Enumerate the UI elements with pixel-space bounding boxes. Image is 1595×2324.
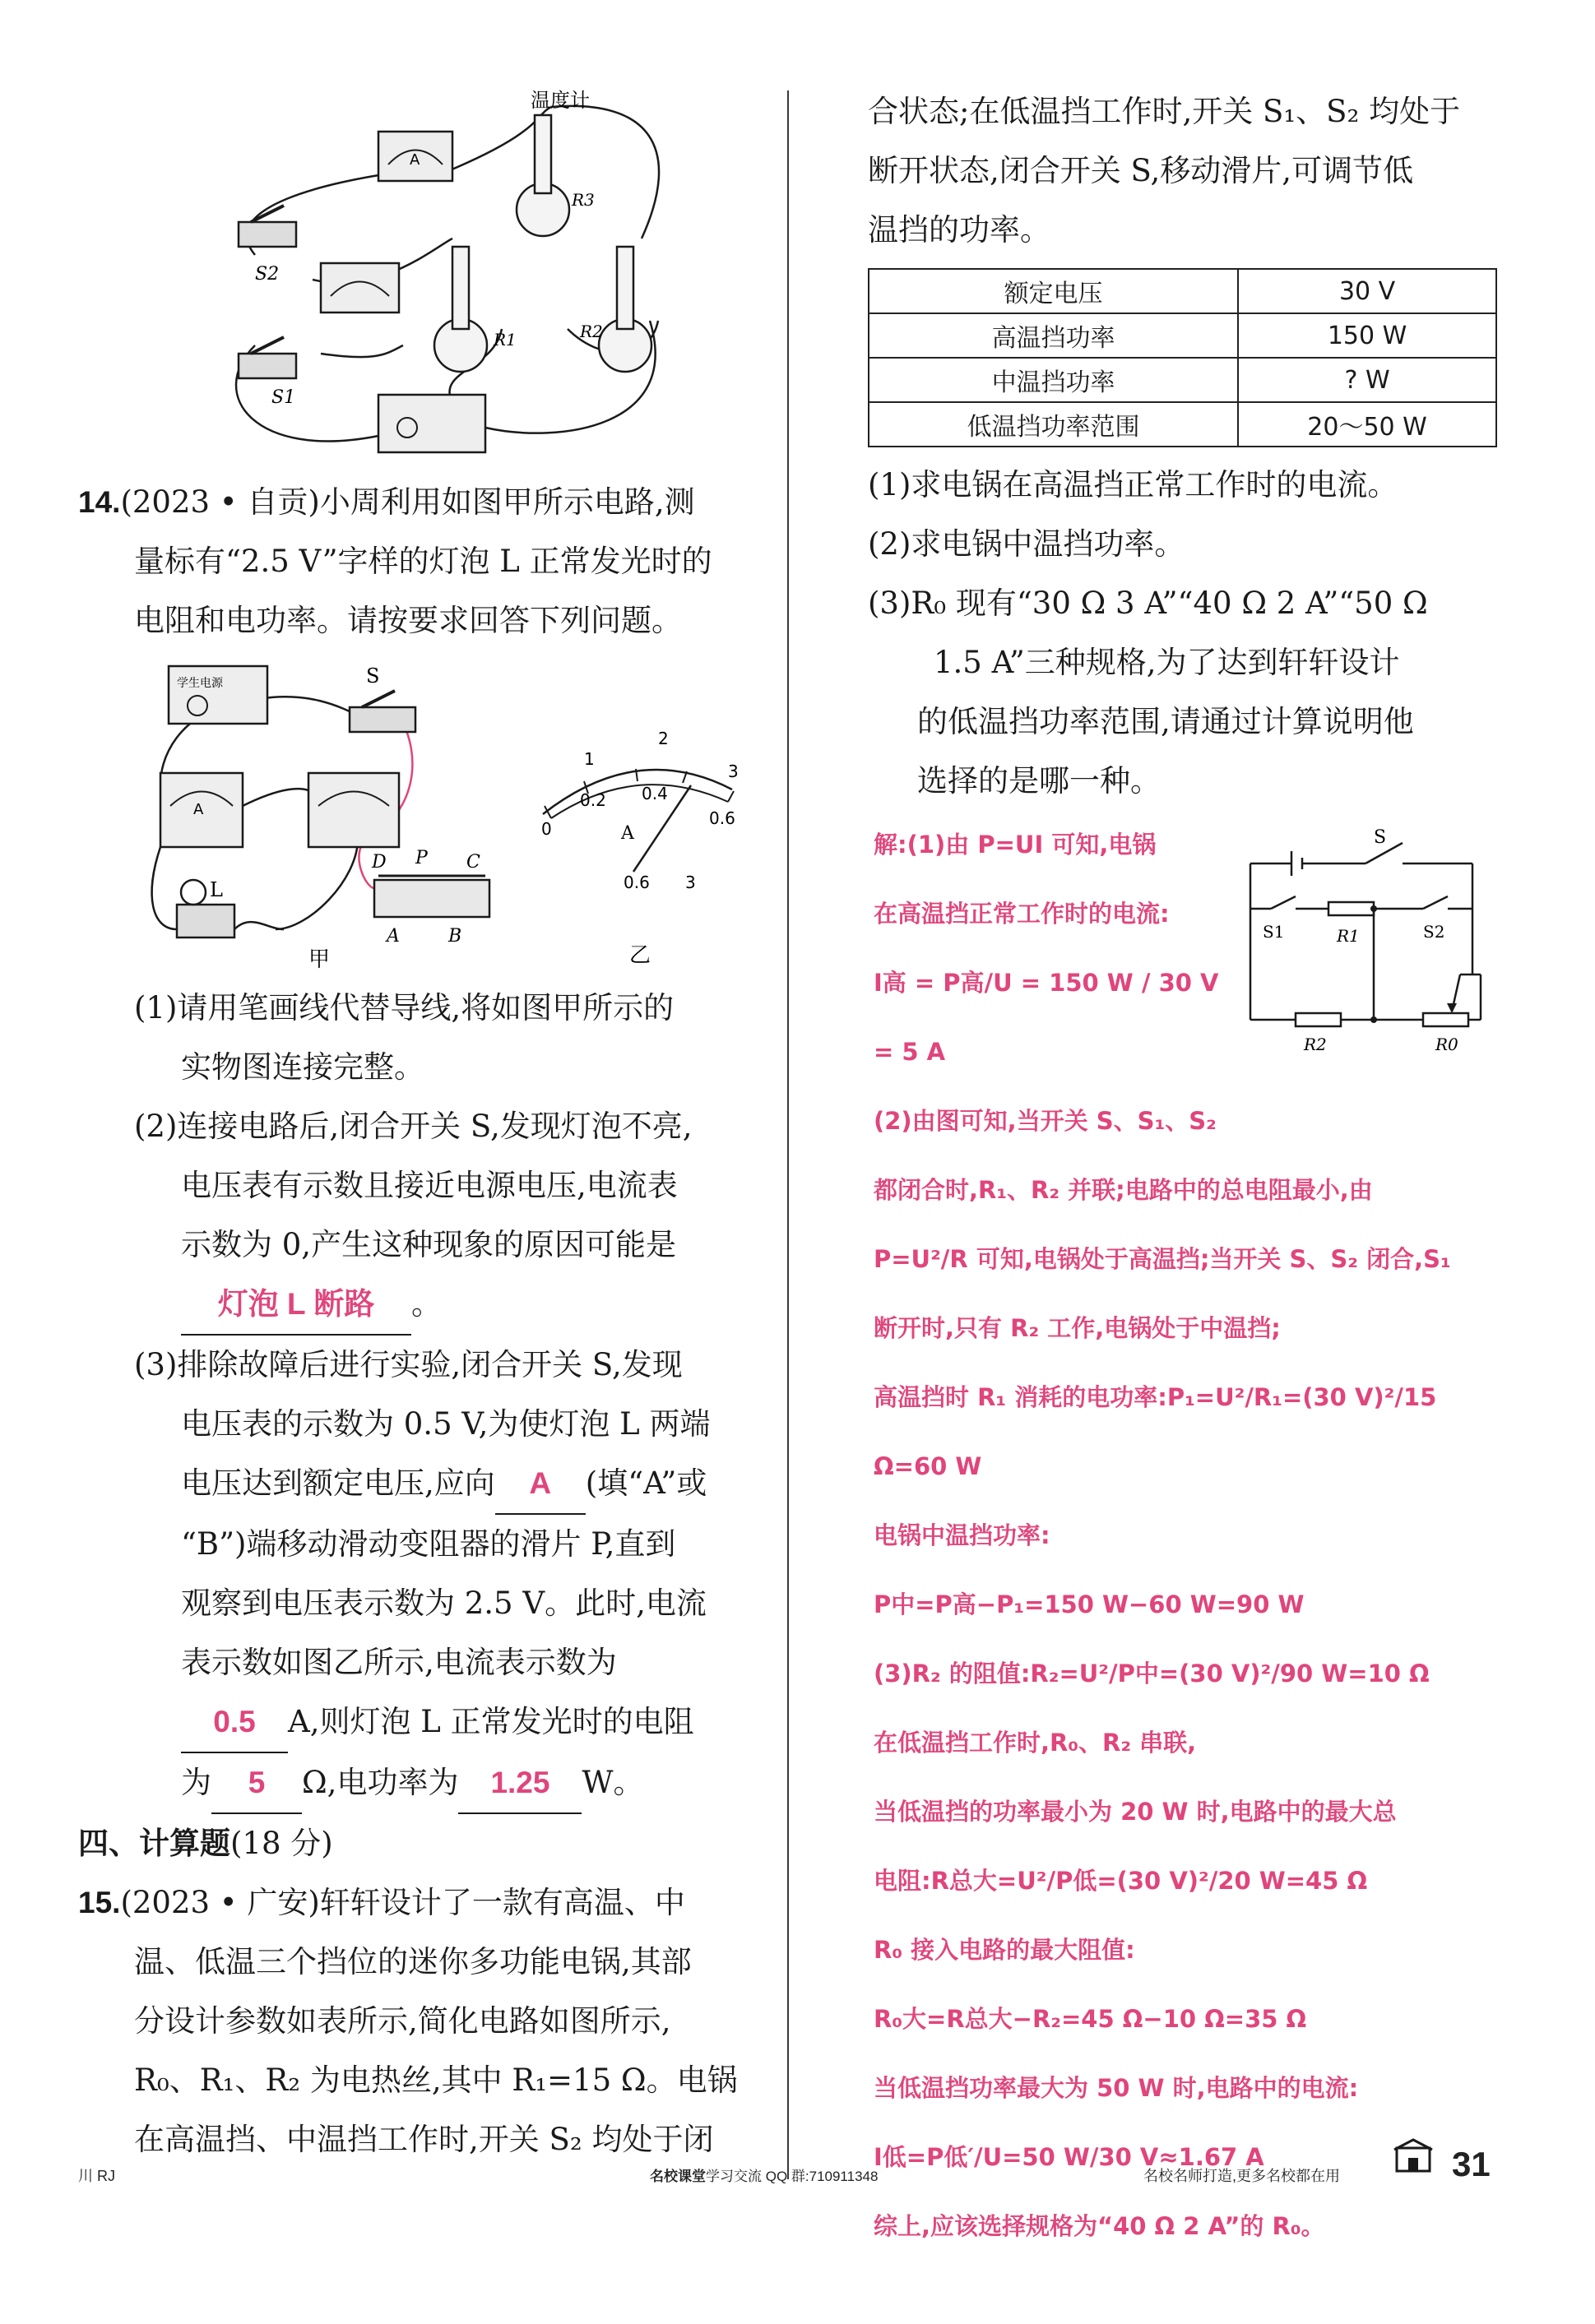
- section4-title: 四、计算题: [78, 1826, 230, 1860]
- power-supply-label: 学生电源: [177, 677, 223, 690]
- label-p: P: [415, 848, 428, 868]
- circuit-label-s1: S1: [1263, 922, 1285, 942]
- dial-unit-a: A: [621, 823, 634, 844]
- page-number: 31: [1452, 2145, 1491, 2183]
- solution-line: 高温挡时 R₁ 消耗的电功率:P₁=U²/R₁=(30 V)²/15 Ω=60 W: [874, 1383, 1437, 1480]
- table-cell: 低温挡功率范围: [869, 402, 1238, 447]
- label-l: L: [210, 878, 223, 901]
- label-c: C: [466, 852, 480, 873]
- brand-logo-icon: [1390, 2138, 1435, 2179]
- table-cell: 30 V: [1238, 269, 1496, 313]
- q14-intro-line3: 电阻和电功率。请按要求回答下列问题。: [134, 603, 682, 638]
- solution-line: 当低温挡功率最大为 50 W 时,电路中的电流:: [874, 2074, 1359, 2102]
- switch-s: [350, 707, 415, 732]
- tick-0: 0: [541, 819, 552, 839]
- solution-line: P中=P高−P₁=150 W−60 W=90 W: [874, 1590, 1305, 1618]
- tick-1: 1: [584, 749, 595, 769]
- solution-line: I高 = P高/U = 150 W / 30 V = 5 A: [874, 969, 1219, 1066]
- table-row: [869, 269, 1496, 313]
- footer-qq: 学习交流 QQ 群:710911348: [706, 2169, 879, 2184]
- q14-intro-line1: [78, 473, 761, 532]
- q15-right-line2: 断开状态,闭合开关 S,移动滑片,可调节低: [868, 153, 1414, 188]
- q14-part2-line3: 示数为 0,产生这种现象的原因可能是: [181, 1227, 677, 1262]
- solution-line: P=U²/R 可知,电锅处于高温挡;当开关 S、S₂ 闭合,S₁: [874, 1245, 1451, 1273]
- q14-part3-line8: [78, 1753, 761, 1814]
- q14-part3-line1: (3)排除故障后进行实验,闭合开关 S,发现: [134, 1347, 683, 1382]
- q14-part3-line8-mid: Ω,电功率为: [302, 1765, 459, 1800]
- footer-slogan: 名校名师打造,更多名校都在用: [1143, 2168, 1340, 2184]
- q14-part3-line6: 表示数如图乙所示,电流表示数为: [181, 1645, 617, 1680]
- solution-line: 解:(1)由 P=UI 可知,电锅: [874, 831, 1157, 859]
- footer-center: [650, 2164, 878, 2185]
- q15-sub3-line4: 选择的是哪一种。: [917, 763, 1161, 799]
- footer-edition: 川 RJ: [78, 2168, 115, 2184]
- q15-number: 15.: [78, 1886, 121, 1919]
- tick-0-2: 0.2: [580, 790, 606, 810]
- circuit-figure-jia: [144, 658, 506, 970]
- label-yi: 乙: [629, 943, 651, 968]
- q14-part3-line3: [78, 1454, 761, 1515]
- solution-block: [874, 810, 1499, 2261]
- column-divider: [787, 90, 789, 2179]
- q14-part2-answer-line: [78, 1275, 761, 1336]
- label-a: A: [387, 926, 400, 947]
- solution-line: 断开时,只有 R₂ 工作,电锅处于中温挡;: [874, 1314, 1281, 1342]
- bulb-l: [181, 880, 206, 905]
- q14-part3-line3-pre: 电压达到额定电压,应向: [181, 1465, 495, 1501]
- q15-line3: 分设计参数如表所示,简化电路如图所示,: [134, 2003, 671, 2039]
- power-supply-jia: [169, 666, 267, 724]
- q15-line5: 在高温挡、中温挡工作时,开关 S₂ 均处于闭: [134, 2122, 714, 2157]
- q14-part3-line2: 电压表的示数为 0.5 V,为使灯泡 L 两端: [181, 1406, 711, 1442]
- solution-line: 在低温挡工作时,R₀、R₂ 串联,: [874, 1729, 1197, 1757]
- solution-line: 当低温挡的功率最小为 20 W 时,电路中的最大总: [874, 1798, 1397, 1826]
- table-cell: 额定电压: [869, 269, 1238, 313]
- label-r1: R1: [494, 330, 517, 350]
- q14-number: 14.: [78, 485, 121, 519]
- answer-blank-resistance: 5: [211, 1753, 302, 1814]
- section4-score: (18 分): [230, 1826, 333, 1861]
- q14-part3-line4: “B”)端移动滑动变阻器的滑片 P,直到: [181, 1526, 676, 1562]
- q14-part3-line5: 观察到电压表示数为 2.5 V。此时,电流: [181, 1586, 707, 1621]
- switch-s1: [239, 354, 296, 378]
- rheostat: [374, 880, 489, 917]
- q15-sub3-line1: (3)R₀ 现有“30 Ω 3 A”“40 Ω 2 A”“50 Ω: [868, 586, 1428, 621]
- answer-blank-power: 1.25: [458, 1753, 582, 1814]
- circuit-label-s2: S2: [1423, 922, 1445, 942]
- q14-part3-line7-post: A,则灯泡 L 正常发光时的电阻: [288, 1704, 694, 1739]
- solution-line: I低=P低′/U=50 W/30 V≈1.67 A: [874, 2143, 1264, 2171]
- q15-sub3-line3: 的低温挡功率范围,请通过计算说明他: [917, 704, 1414, 739]
- q14-intro-line2: 量标有“2.5 V”字样的灯泡 L 正常发光时的: [134, 544, 712, 579]
- label-r2: R2: [580, 322, 603, 341]
- q14-part3-line7: [78, 1692, 761, 1753]
- table-row: [869, 313, 1496, 358]
- q15-line4: R₀、R₁、R₂ 为电热丝,其中 R₁=15 Ω。电锅: [134, 2062, 738, 2098]
- solution-line: 都闭合时,R₁、R₂ 并联;电路中的总电阻最小,由: [874, 1176, 1373, 1204]
- label-jia: 甲: [308, 947, 331, 970]
- q14-part3-line8-end: W。: [582, 1765, 644, 1800]
- q14-part2-line1: (2)连接电路后,闭合开关 S,发现灯泡不亮,: [134, 1109, 693, 1144]
- solution-line: 综上,应该选择规格为“40 Ω 2 A”的 R₀。: [874, 2212, 1325, 2240]
- q14-intro-text1: (2023 • 自贡)小周利用如图甲所示电路,测: [120, 484, 695, 520]
- table-cell: ? W: [1238, 358, 1496, 402]
- power-supply: [378, 395, 485, 452]
- circuit-label-r0: R0: [1435, 1035, 1458, 1054]
- circuit-label-r1: R1: [1337, 926, 1360, 946]
- solution-line: 在高温挡正常工作时的电流:: [874, 900, 1170, 928]
- q15-right-line1: 合状态;在低温挡工作时,开关 S₁、S₂ 均处于: [868, 94, 1461, 129]
- table-cell: 高温挡功率: [869, 313, 1238, 358]
- q15-line1-text: (2023 • 广安)轩轩设计了一款有高温、中: [120, 1885, 685, 1920]
- q14-part1-line1: (1)请用笔画线代替导线,将如图甲所示的: [134, 990, 675, 1025]
- ammeter-mid: [321, 263, 399, 312]
- ammeter-dial-yi: [526, 724, 749, 970]
- answer-blank-current: 0.5: [181, 1692, 288, 1753]
- right-column: [868, 82, 1497, 811]
- circuit-label-r2: R2: [1304, 1035, 1327, 1054]
- tick-0-6: 0.6: [709, 808, 735, 828]
- q15-sub3-line2: 1.5 A”三种规格,为了达到轩轩设计: [934, 645, 1400, 680]
- switch-s2: [239, 222, 296, 247]
- q14-part3-line3-post: (填“A”或: [585, 1465, 707, 1501]
- table-cell: 中温挡功率: [869, 358, 1238, 402]
- label-s: S: [366, 664, 380, 687]
- ammeter-label: A: [410, 151, 420, 169]
- q15-line1: [78, 1873, 761, 1933]
- solution-line: (2)由图可知,当开关 S、S₁、S₂: [874, 1107, 1217, 1135]
- solution-line: R₀大=R总大−R₂=45 Ω−10 Ω=35 Ω: [874, 2005, 1307, 2033]
- terminal-3: 3: [685, 873, 696, 892]
- terminal-0-6: 0.6: [624, 873, 650, 892]
- solution-line: 电锅中温挡功率:: [874, 1521, 1050, 1549]
- q14-part3-line8-pre: 为: [181, 1765, 211, 1800]
- voltmeter-jia: [308, 773, 399, 847]
- label-r3: R3: [572, 190, 595, 210]
- table-row: [869, 402, 1496, 447]
- solution-line: (3)R₂ 的阻值:R₂=U²/P中=(30 V)²/90 W=10 Ω: [874, 1660, 1430, 1687]
- label-s2: S2: [255, 264, 280, 285]
- table-cell: 20～50 W: [1238, 402, 1496, 447]
- ammeter-jia-label: A: [193, 801, 204, 818]
- footer-brand: 名校课堂: [650, 2169, 706, 2184]
- label-b: B: [448, 926, 462, 947]
- q14-part2-line2: 电压表有示数且接近电源电压,电流表: [181, 1168, 678, 1203]
- bulb-base: [177, 905, 234, 937]
- tick-2: 2: [658, 729, 669, 748]
- circuit-figure-top: [189, 82, 724, 469]
- q14-part1-line2: 实物图连接完整。: [181, 1049, 424, 1085]
- solution-line: 电阻:R总大=U²/P低=(30 V)²/20 W=45 Ω: [874, 1867, 1368, 1895]
- q15-sub1: (1)求电锅在高温挡正常工作时的电流。: [868, 467, 1398, 502]
- thermometer-label: 温度计: [531, 89, 590, 112]
- table-cell: 150 W: [1238, 313, 1496, 358]
- tick-0-4: 0.4: [642, 784, 668, 803]
- answer-blank-direction: A: [495, 1454, 586, 1515]
- q15-right-line3: 温挡的功率。: [868, 212, 1050, 248]
- q15-sub2: (2)求电锅中温挡功率。: [868, 526, 1185, 562]
- q15-line2: 温、低温三个挡位的迷你多功能电锅,其部: [134, 1944, 692, 1979]
- solution-line: R₀ 接入电路的最大阻值:: [874, 1936, 1135, 1964]
- table-row: [869, 358, 1496, 402]
- parameter-table: [868, 268, 1497, 447]
- tick-3: 3: [728, 762, 739, 781]
- label-s1: S1: [271, 387, 296, 408]
- q14-part2-end: 。: [411, 1286, 442, 1322]
- label-d: D: [372, 852, 387, 873]
- q14-parts: [78, 979, 761, 2169]
- section4-heading: [78, 1814, 761, 1873]
- answer-blank-fault: 灯泡 L 断路: [181, 1275, 411, 1336]
- circuit-label-s: S: [1374, 827, 1387, 848]
- left-column: [78, 473, 761, 650]
